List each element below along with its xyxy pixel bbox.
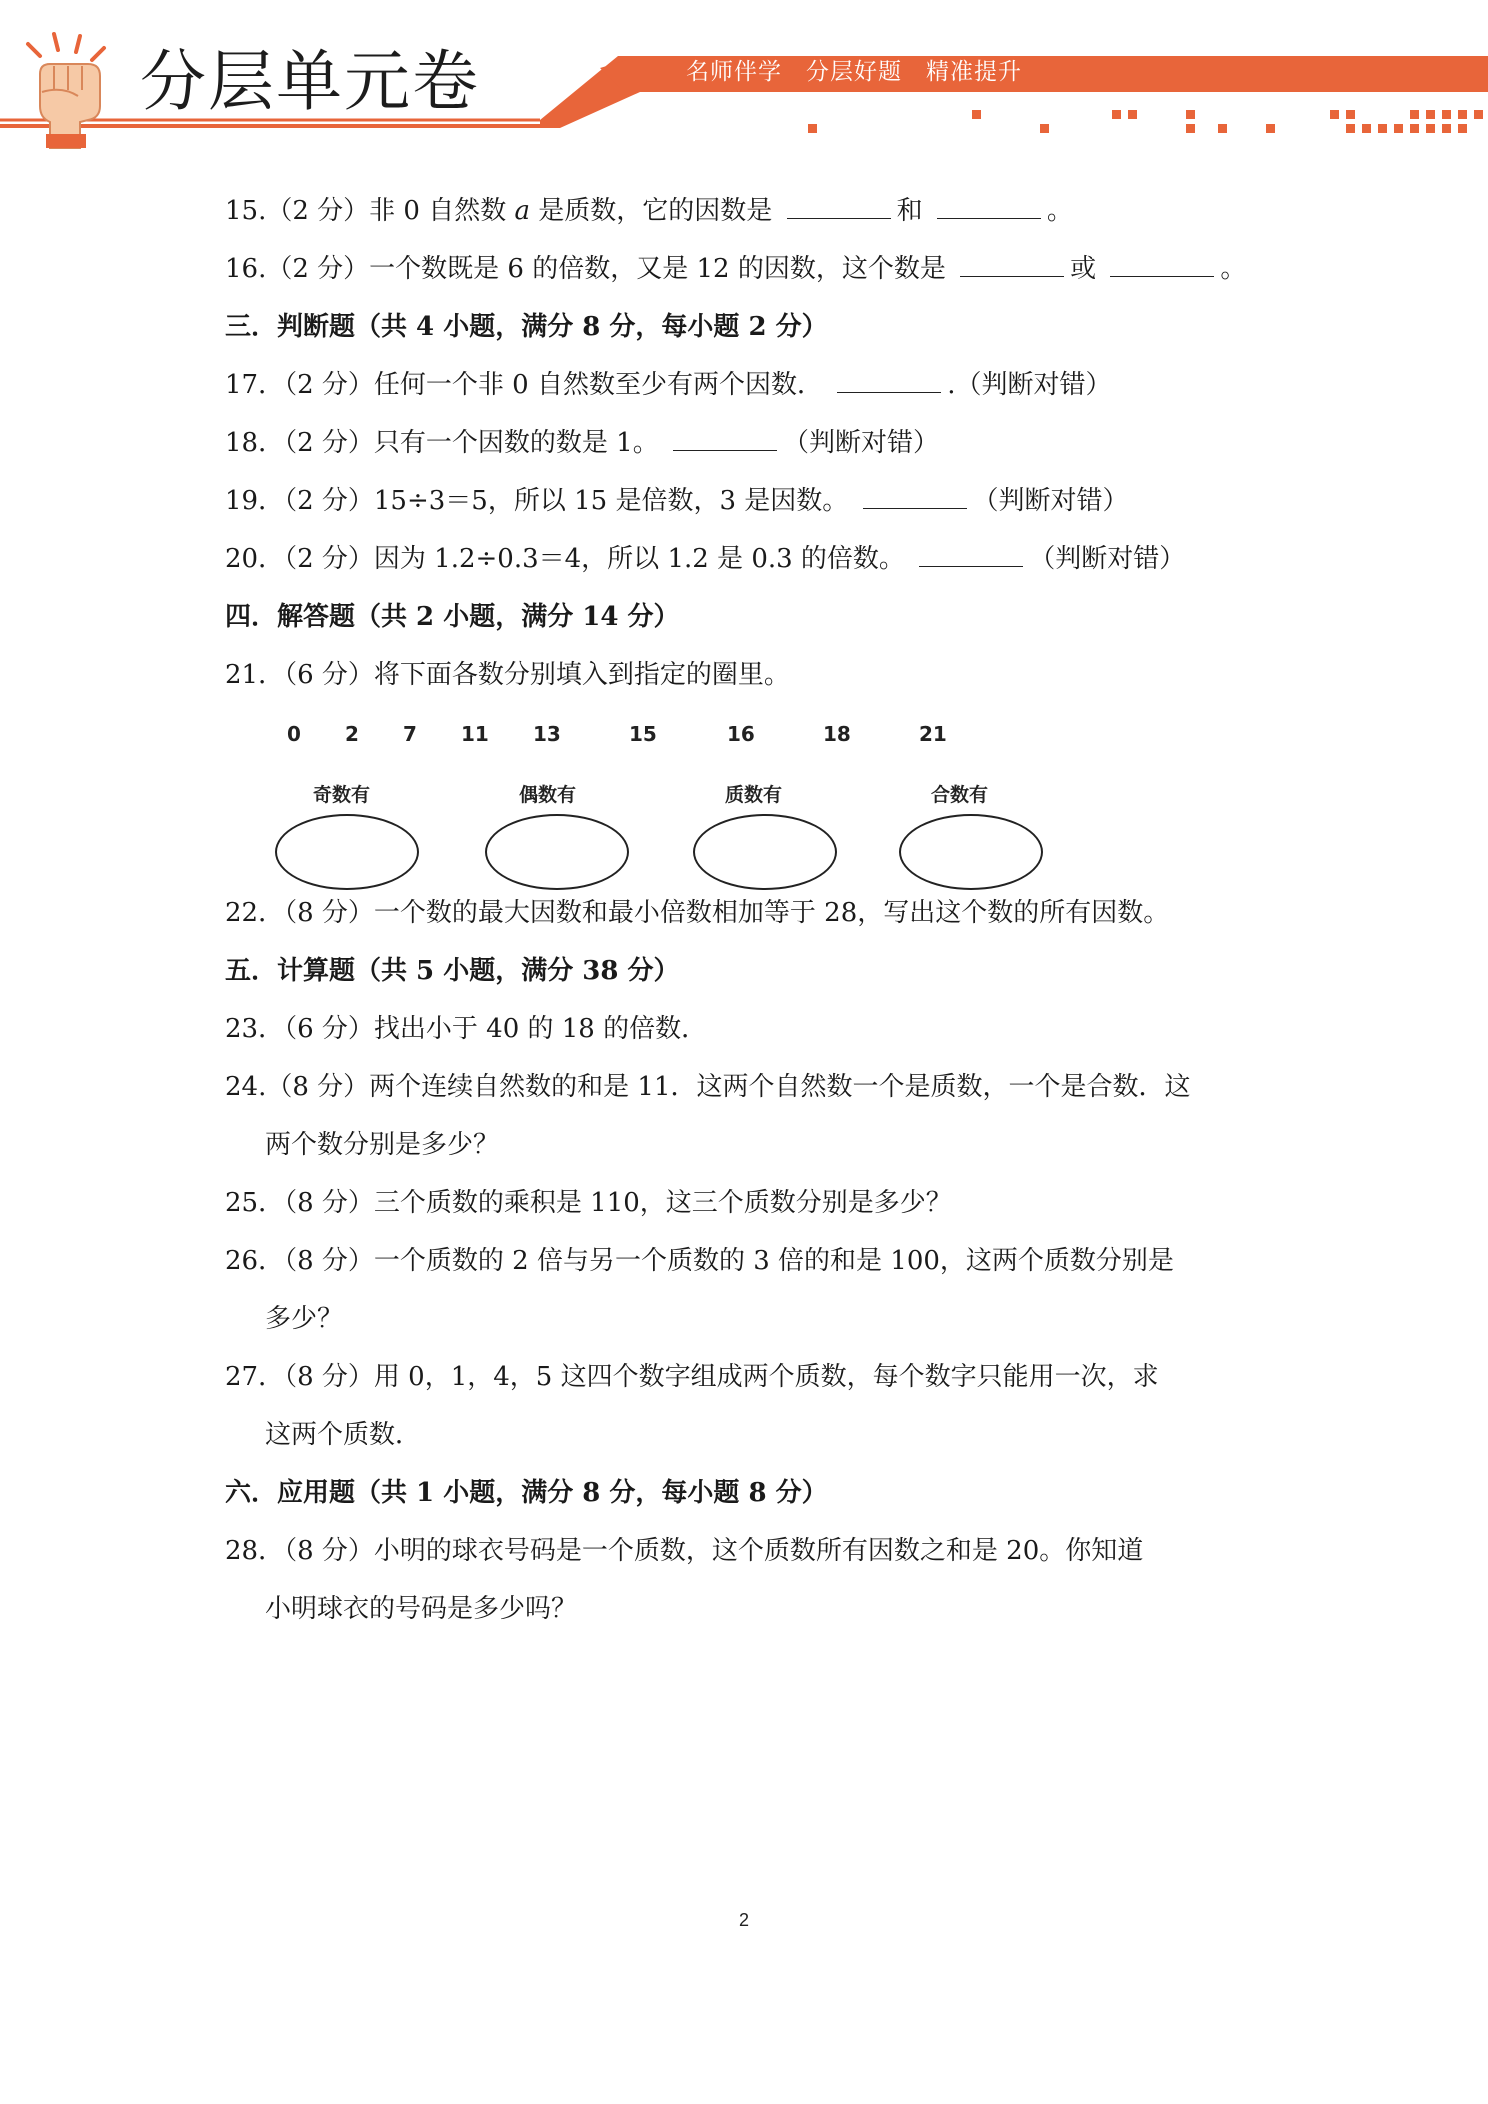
question-hint: .（判断对错） (947, 370, 1112, 400)
question-hint: （判断对错） (782, 428, 939, 458)
question-24: 24.（8 分）两个连续自然数的和是 11．这两个自然数一个是质数，一个是合数．这 (225, 1072, 1191, 1102)
figure-number: 13 (533, 722, 561, 746)
composite-circle[interactable] (899, 814, 1043, 890)
figure-number: 15 (629, 722, 657, 746)
answer-blank[interactable] (673, 428, 777, 451)
question-27-cont: 这两个质数． (265, 1420, 422, 1450)
question-text: 或 (1070, 254, 1097, 284)
slogan-item: 名师伴学 (686, 59, 782, 85)
header-slogan (686, 54, 1156, 90)
figure-number: 16 (727, 722, 755, 746)
question-text: 20．（2 分）因为 1.2÷0.3＝4，所以 1.2 是 0.3 的倍数。 (225, 544, 905, 574)
page-header (0, 0, 1488, 160)
exam-content (225, 182, 1285, 1638)
question-17 (225, 356, 1285, 414)
question-24-cont: 两个数分别是多少？ (265, 1130, 500, 1160)
question-text: （2 分）非 0 自然数 (266, 196, 507, 226)
figure-number: 18 (823, 722, 851, 746)
answer-blank[interactable] (837, 370, 941, 393)
question-text: 18．（2 分）只有一个因数的数是 1。 (225, 428, 659, 458)
section-heading: 六．应用题（共 1 小题，满分 8 分，每小题 8 分） (225, 1478, 828, 1508)
figure-number: 11 (461, 722, 489, 746)
question-26: 26．（8 分）一个质数的 2 倍与另一个质数的 3 倍的和是 100，这两个质数分别是 (225, 1246, 1174, 1276)
question-text: 。 (1220, 254, 1247, 284)
variable-a: a (514, 196, 531, 226)
answer-blank[interactable] (1110, 254, 1214, 277)
number-sorting-figure (275, 710, 1075, 884)
answer-blank[interactable] (960, 254, 1064, 277)
question-hint: （判断对错） (1029, 544, 1186, 574)
question-text: 17．（2 分）任何一个非 0 自然数至少有两个因数． (225, 370, 823, 400)
question-18 (225, 414, 1285, 472)
even-label: 偶数有 (519, 784, 577, 806)
answer-blank[interactable] (937, 196, 1041, 219)
answer-blank[interactable] (919, 544, 1023, 567)
question-21: 21．（6 分）将下面各数分别填入到指定的圈里。 (225, 660, 790, 690)
composite-label: 合数有 (931, 784, 989, 806)
slogan-item: 分层好题 (806, 59, 902, 85)
question-22: 22．（8 分）一个数的最大因数和最小倍数相加等于 28，写出这个数的所有因数。 (225, 898, 1170, 928)
figure-number: 0 (287, 722, 301, 746)
question-hint: （判断对错） (972, 486, 1129, 516)
odd-circle[interactable] (275, 814, 419, 890)
answer-blank[interactable] (787, 196, 891, 219)
question-28-cont: 小明球衣的号码是多少吗？ (265, 1594, 578, 1624)
figure-number: 7 (403, 722, 417, 746)
section-heading: 四．解答题（共 2 小题，满分 14 分） (225, 602, 680, 632)
question-text: 19．（2 分）15÷3＝5，所以 15 是倍数，3 是因数。 (225, 486, 849, 516)
figure-number: 21 (919, 722, 947, 746)
section-heading: 五．计算题（共 5 小题，满分 38 分） (225, 956, 680, 986)
question-15 (225, 182, 1285, 240)
question-number: 15. (225, 196, 267, 226)
section-heading: 三．判断题（共 4 小题，满分 8 分，每小题 2 分） (225, 312, 828, 342)
odd-label: 奇数有 (313, 784, 371, 806)
question-16 (225, 240, 1285, 298)
fist-icon (18, 30, 118, 152)
question-text: 。 (1046, 196, 1073, 226)
prime-label: 质数有 (725, 784, 783, 806)
question-23: 23．（6 分）找出小于 40 的 18 的倍数． (225, 1014, 708, 1044)
question-text: 和 (896, 196, 923, 226)
even-circle[interactable] (485, 814, 629, 890)
brand-title: 分层单元卷 (140, 43, 480, 120)
question-26-cont: 多少？ (265, 1304, 344, 1334)
question-19 (225, 472, 1285, 530)
question-25: 25．（8 分）三个质数的乘积是 110，这三个质数分别是多少？ (225, 1188, 952, 1218)
answer-blank[interactable] (863, 486, 967, 509)
page-number: 2 (738, 1910, 749, 1930)
slogan-item: 精准提升 (926, 59, 1022, 85)
question-text: 是质数，它的因数是 (530, 196, 773, 226)
question-text: 16.（2 分）一个数既是 6 的倍数，又是 12 的因数，这个数是 (225, 254, 946, 284)
question-28: 28．（8 分）小明的球衣号码是一个质数，这个质数所有因数之和是 20。你知道 (225, 1536, 1144, 1566)
question-20 (225, 530, 1285, 588)
question-27: 27．（8 分）用 0，1，4，5 这四个数字组成两个质数，每个数字只能用一次，求 (225, 1362, 1159, 1392)
prime-circle[interactable] (693, 814, 837, 890)
figure-number: 2 (345, 722, 359, 746)
